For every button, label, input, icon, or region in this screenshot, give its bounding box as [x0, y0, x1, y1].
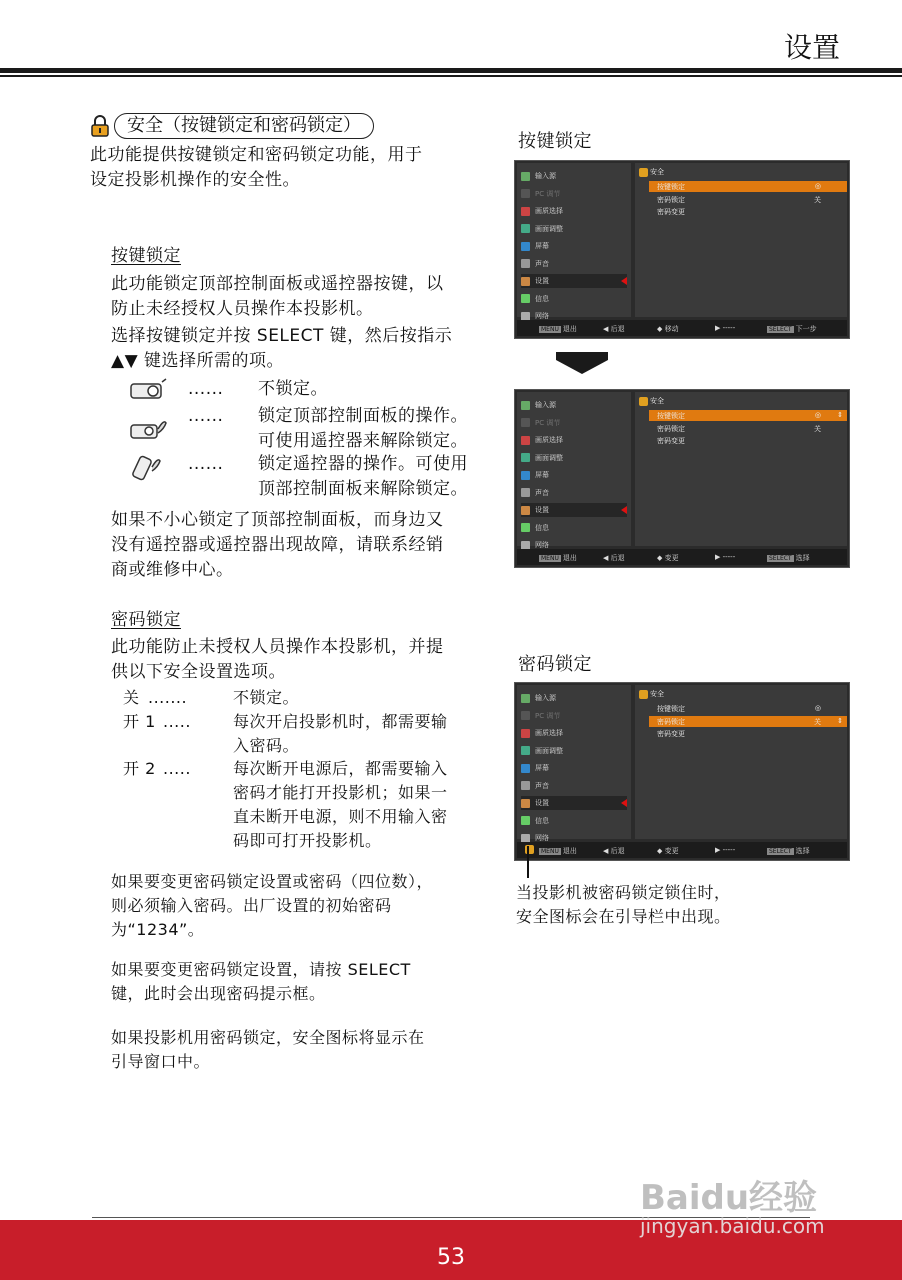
menu-sidebar-item: [521, 257, 627, 271]
guide-item: [657, 324, 679, 334]
intro-line: 此功能提供按键锁定和密码锁定功能，用于: [90, 145, 423, 165]
text-line: 如果投影机用密码锁定，安全图标将显示在: [111, 1028, 425, 1047]
menu-guide-bar: [517, 549, 847, 565]
key-lock-instructions: [111, 324, 452, 374]
nav-arrow-icon: ◆: [657, 554, 665, 562]
menu-item-label: 信息: [535, 294, 549, 303]
menu-sidebar-item: [521, 709, 627, 723]
text-line: 每次开启投影机时，都需要输: [233, 712, 448, 731]
guide-item: [539, 846, 577, 856]
menu-row-label: 按键锁定: [657, 183, 685, 191]
text-line: 不锁定。: [233, 688, 300, 707]
menu-sidebar-item: [521, 433, 627, 447]
guide-label: 后退: [610, 554, 625, 562]
menu-sidebar-item: [521, 292, 627, 306]
guide-item: [657, 846, 679, 856]
selected-marker: [621, 506, 627, 514]
guide-item: [657, 553, 679, 563]
key-badge: MENU: [541, 326, 559, 333]
guide-item: [767, 846, 810, 856]
guide-label: 后退: [610, 847, 625, 855]
menu-sidebar-item: [521, 468, 627, 482]
page-number: 53: [437, 1245, 465, 1270]
guide-label: -----: [722, 324, 736, 332]
menu-row-label: 密码锁定: [657, 195, 685, 204]
menu-item-label: 输入源: [535, 694, 556, 702]
text-line: 码即可打开投影机。: [233, 831, 382, 850]
menu-row-label: 按键锁定: [657, 412, 685, 420]
up-down-icon: ⇕: [837, 411, 843, 419]
selected-marker: [621, 277, 627, 285]
menu-item-icon: [521, 418, 530, 427]
header-rule: [0, 68, 902, 73]
intro-line: 设定投影机操作的安全性。: [90, 170, 300, 190]
security-icon-caption: [516, 881, 731, 929]
menu-sidebar-item: [521, 451, 627, 465]
menu-row: [649, 716, 847, 727]
remote-lock-icon: [130, 453, 170, 481]
key-option-dots: ......: [188, 454, 224, 474]
menu-row-value: 关: [814, 424, 821, 433]
menu-item-icon: [521, 453, 530, 462]
menu-row: [649, 728, 847, 739]
pw-option-dots: .....: [163, 759, 191, 778]
menu-item-label: 网络: [535, 541, 549, 549]
menu-panel: [635, 163, 847, 317]
menu-item-label: 设置: [535, 799, 549, 807]
guide-label: 变更: [664, 554, 679, 562]
guide-item: [539, 553, 577, 563]
pw-option-dots: .....: [163, 712, 191, 731]
menu-item-label: PC 调节: [535, 418, 561, 427]
projector-lock-icon: [128, 415, 168, 443]
guide-label: 移动: [664, 325, 679, 333]
nav-arrow-icon: ▶: [715, 324, 723, 332]
watermark-logo: Baidu经验: [640, 1178, 818, 1218]
watermark-url: jingyan.baidu.com: [640, 1214, 825, 1238]
guide-item: [715, 553, 735, 561]
menu-item-label: 信息: [535, 523, 549, 532]
text-line: 此功能锁定顶部控制面板或遥控器按键，以: [111, 274, 444, 294]
guide-label: 后退: [610, 325, 625, 333]
menu-item-label: 设置: [535, 277, 549, 285]
menu-panel-title: [639, 167, 664, 177]
menu-sidebar: [517, 163, 631, 320]
menu-sidebar: [517, 685, 631, 842]
menu-sidebar-item: [521, 726, 627, 740]
pw-lock-screen-label: 密码锁定: [518, 654, 592, 675]
menu-screenshot: [514, 389, 850, 568]
menu-row-label: 密码变更: [657, 208, 685, 216]
unlocked-projector-icon: ◎: [814, 182, 821, 190]
menu-item-icon: [521, 242, 530, 251]
menu-sidebar-item: [521, 416, 627, 430]
menu-item-icon: [521, 224, 530, 233]
nav-arrow-icon: ◀: [603, 325, 611, 333]
text-line: 没有遥控器或遥控器出现故障，请联系经销: [111, 535, 444, 555]
text-line: 可使用遥控器来解除锁定。: [258, 431, 468, 451]
key-badge: MENU: [541, 848, 559, 855]
caption-pointer-line: [527, 846, 529, 878]
menu-item-icon: [521, 294, 530, 303]
menu-item-label: 网络: [535, 834, 549, 842]
key-lock-heading: 按键锁定: [111, 246, 181, 266]
menu-item-icon: [521, 172, 530, 181]
text-line: 安全图标会在引导栏中出现。: [516, 907, 731, 926]
menu-item-icon: [521, 781, 530, 790]
guide-label: 选择: [795, 554, 810, 562]
menu-item-label: PC 调节: [535, 711, 561, 720]
nav-arrow-icon: ▶: [715, 553, 723, 561]
menu-item-label: 画质选择: [535, 436, 563, 444]
text-line: 为“1234”。: [111, 920, 205, 939]
text-line: 锁定遥控器的操作。可使用: [258, 454, 468, 474]
guide-label: 退出: [562, 325, 577, 333]
menu-sidebar: [517, 392, 631, 549]
menu-item-icon: [521, 488, 530, 497]
pw-icon-note: [111, 1026, 425, 1074]
menu-row: [649, 206, 847, 217]
lock-icon: [639, 397, 648, 406]
guide-item: [767, 553, 810, 563]
nav-arrow-icon: ▶: [715, 846, 723, 854]
text-line: 入密码。: [233, 736, 300, 755]
key-lock-warning: [111, 508, 444, 583]
menu-sidebar-item: [521, 814, 627, 828]
menu-sidebar-item: [521, 274, 627, 288]
key-badge: MENU: [541, 555, 559, 562]
guide-label: 变更: [664, 847, 679, 855]
guide-label: 退出: [562, 847, 577, 855]
pw-change-note: [111, 870, 433, 942]
menu-sidebar-item: [521, 761, 627, 775]
text-line: 如果要变更密码锁定设置或密码（四位数），: [111, 872, 434, 891]
pw-lock-heading: 密码锁定: [111, 610, 181, 630]
menu-sidebar-item: [521, 486, 627, 500]
panel-title-label: 安全: [650, 690, 664, 698]
lock-icon: [639, 168, 648, 177]
menu-item-label: 画面调整: [535, 746, 563, 755]
guide-label: 选择: [795, 847, 810, 855]
key-lock-desc: [111, 272, 444, 322]
text-line: 当投影机被密码锁定锁住时，: [516, 883, 731, 902]
menu-item-label: 画质选择: [535, 207, 563, 215]
menu-item-icon: [521, 523, 530, 532]
menu-item-label: PC 调节: [535, 189, 561, 198]
menu-item-label: 画面调整: [535, 224, 563, 233]
menu-sidebar-item: [521, 239, 627, 253]
unlocked-projector-icon: [128, 376, 168, 404]
menu-sidebar-item: [521, 503, 627, 517]
menu-item-icon: [521, 189, 530, 198]
header-rule-thin: [0, 75, 902, 77]
lock-icon: [639, 690, 648, 699]
menu-screenshot: [514, 682, 850, 861]
menu-item-icon: [521, 506, 530, 515]
guide-label: -----: [722, 846, 736, 854]
key-badge: SELECT: [769, 848, 792, 855]
key-option-dots: ......: [188, 379, 224, 399]
guide-item: [539, 324, 577, 334]
unlocked-projector-icon: ◎: [814, 704, 821, 712]
guide-item: [715, 324, 735, 332]
menu-item-icon: [521, 436, 530, 445]
menu-item-label: 网络: [535, 312, 549, 320]
key-badge: SELECT: [769, 326, 792, 333]
text-line: 则必须输入密码。出厂设置的初始密码: [111, 896, 392, 915]
menu-guide-bar: [517, 320, 847, 336]
nav-arrow-icon: ◀: [603, 554, 611, 562]
pw-option-text: [233, 710, 448, 758]
down-arrow-icon: [556, 352, 608, 360]
menu-sidebar-item: [521, 187, 627, 201]
menu-item-icon: [521, 799, 530, 808]
menu-item-icon: [521, 277, 530, 286]
page-header-title: 设置: [783, 31, 840, 64]
section-title-label: 安全（按键锁定和密码锁定）: [114, 113, 374, 139]
menu-row-label: 按键锁定: [657, 705, 685, 713]
menu-item-label: 信息: [535, 816, 549, 825]
pw-lock-desc: [111, 635, 444, 685]
text-line: 选择按键锁定并按 SELECT 键，然后按指示: [111, 326, 453, 346]
key-option-text: [258, 404, 468, 454]
text-line: 此功能防止未授权人员操作本投影机，并提: [111, 637, 444, 657]
lock-icon: [90, 115, 110, 137]
text-line: 直未断开电源，则不用输入密: [233, 807, 448, 826]
menu-sidebar-item: [521, 521, 627, 535]
menu-item-icon: [521, 729, 530, 738]
text-line: 顶部控制面板来解除锁定。: [258, 479, 468, 499]
guide-item: [767, 324, 817, 334]
menu-sidebar-item: [521, 744, 627, 758]
menu-item-icon: [521, 694, 530, 703]
menu-sidebar-item: [521, 222, 627, 236]
guide-item: [715, 846, 735, 854]
text-line: 密码才能打开投影机；如果一: [233, 783, 448, 802]
menu-panel: [635, 392, 847, 546]
text-line: 商或维修中心。: [111, 560, 234, 580]
text-line: 锁定顶部控制面板的操作。: [258, 406, 468, 426]
menu-item-label: 声音: [535, 488, 549, 497]
menu-item-label: 画质选择: [535, 729, 563, 737]
menu-row-label: 密码锁定: [657, 424, 685, 433]
menu-row-label: 密码变更: [657, 437, 685, 445]
menu-item-label: 屏幕: [535, 242, 549, 250]
menu-item-icon: [521, 711, 530, 720]
menu-item-label: 画面调整: [535, 453, 563, 462]
panel-title-label: 安全: [650, 397, 664, 405]
menu-sidebar-item: [521, 169, 627, 183]
menu-screenshot: [514, 160, 850, 339]
down-arrow-head: [556, 360, 608, 374]
text-line: 引导窗口中。: [111, 1052, 211, 1071]
menu-row-label: 密码锁定: [657, 717, 685, 726]
text-line: ▲▼ 键选择所需的项。: [111, 351, 285, 371]
pw-option-text: [233, 686, 299, 710]
menu-item-icon: [521, 471, 530, 480]
menu-row: [649, 181, 847, 192]
text-line: 防止未经授权人员操作本投影机。: [111, 299, 374, 319]
menu-item-label: 输入源: [535, 401, 556, 409]
menu-sidebar-item: [521, 204, 627, 218]
key-option-dots: ......: [188, 406, 224, 426]
menu-row-value: 关: [814, 195, 821, 204]
text-line: 键，此时会出现密码提示框。: [111, 984, 326, 1003]
guide-label: 下一步: [795, 325, 817, 333]
menu-row: [649, 410, 847, 421]
nav-arrow-icon: ◆: [657, 847, 665, 855]
pw-option-text: [233, 757, 448, 853]
menu-item-icon: [521, 816, 530, 825]
guide-item: [603, 846, 625, 856]
menu-item-label: 设置: [535, 506, 549, 514]
menu-item-icon: [521, 401, 530, 410]
key-option-text: [258, 377, 328, 402]
menu-guide-bar: [517, 842, 847, 858]
menu-item-icon: [521, 207, 530, 216]
guide-label: 退出: [562, 554, 577, 562]
menu-row-label: 密码变更: [657, 730, 685, 738]
menu-sidebar-item: [521, 691, 627, 705]
pw-option-key: 开 1: [123, 712, 156, 731]
guide-label: -----: [722, 553, 736, 561]
nav-arrow-icon: ◆: [657, 325, 665, 333]
menu-item-icon: [521, 259, 530, 268]
menu-sidebar-item: [521, 398, 627, 412]
guide-item: [603, 553, 625, 563]
selected-marker: [621, 799, 627, 807]
menu-item-label: 屏幕: [535, 471, 549, 479]
unlocked-projector-icon: ◎: [814, 411, 821, 419]
menu-row: [649, 703, 847, 714]
text-line: 如果不小心锁定了顶部控制面板，而身边又: [111, 510, 444, 530]
section-title: [90, 112, 374, 140]
key-option-text: [258, 452, 468, 502]
menu-sidebar-item: [521, 779, 627, 793]
menu-item-label: 声音: [535, 781, 549, 790]
menu-item-label: 输入源: [535, 172, 556, 180]
menu-item-icon: [521, 746, 530, 755]
pw-option-key: 关: [123, 688, 140, 707]
panel-title-label: 安全: [650, 168, 664, 176]
text-line: 每次断开电源后，都需要输入: [233, 759, 448, 778]
menu-item-icon: [521, 764, 530, 773]
menu-item-label: 屏幕: [535, 764, 549, 772]
menu-panel-title: [639, 689, 664, 699]
menu-sidebar-item: [521, 796, 627, 810]
guide-item: [603, 324, 625, 334]
text-line: 供以下安全设置选项。: [111, 662, 286, 682]
menu-item-label: 声音: [535, 259, 549, 268]
menu-panel-title: [639, 396, 664, 406]
pw-select-note: [111, 958, 411, 1006]
menu-row-value: 关: [814, 717, 821, 726]
menu-row: [649, 423, 847, 434]
pw-option-key: 开 2: [123, 759, 156, 778]
text-line: 不锁定。: [258, 379, 328, 399]
text-line: 如果要变更密码锁定设置，请按 SELECT: [111, 960, 411, 979]
menu-row: [649, 435, 847, 446]
nav-arrow-icon: ◀: [603, 847, 611, 855]
menu-row: [649, 194, 847, 205]
up-down-icon: ⇕: [837, 716, 843, 725]
key-lock-screen-label: 按键锁定: [518, 131, 592, 152]
intro-text: [90, 143, 423, 193]
menu-panel: [635, 685, 847, 839]
pw-option-dots: .......: [148, 688, 188, 707]
key-badge: SELECT: [769, 555, 792, 562]
